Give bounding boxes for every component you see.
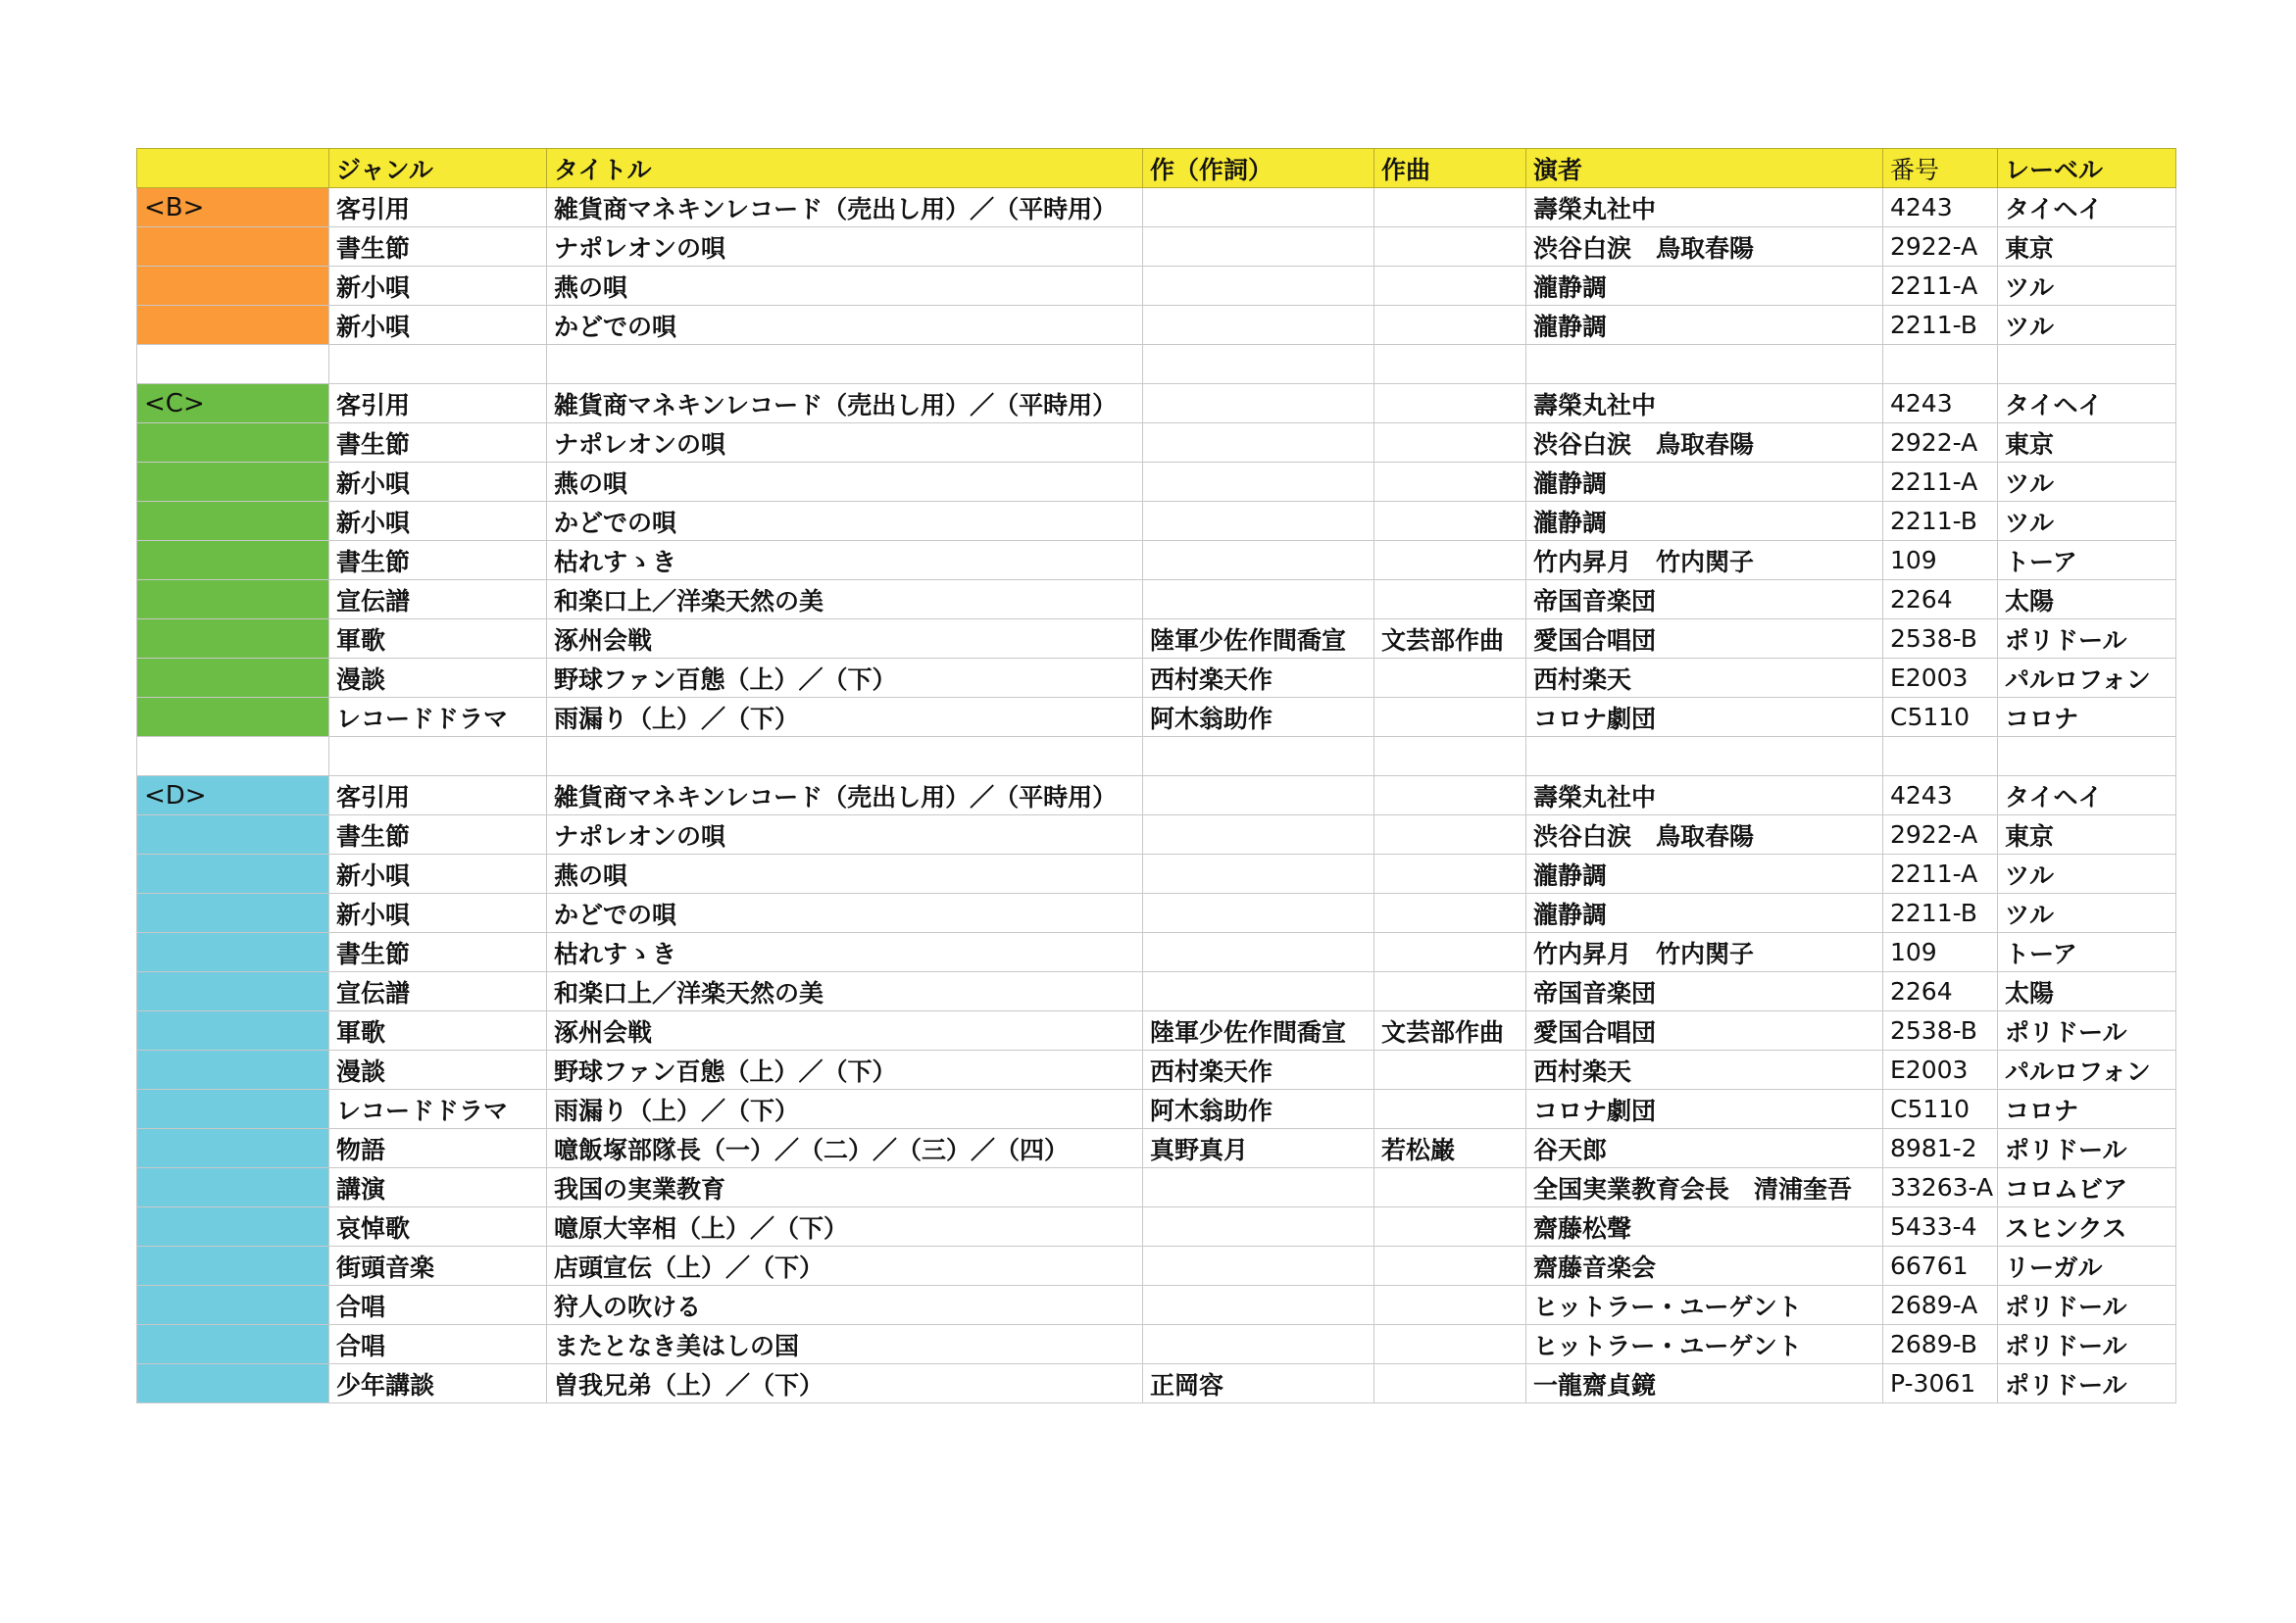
header-title: タイトル [547,149,1143,188]
empty-cell [1998,345,2176,384]
record-number-cell: 2264 [1883,972,1998,1011]
label-cell: 東京 [1998,227,2176,267]
table-row [137,580,2176,619]
record-number-cell: 2264 [1883,580,1998,619]
table-row [137,1247,2176,1286]
record-number-cell: 4243 [1883,188,1998,227]
label-cell: ツル [1998,502,2176,541]
section-color-cell [137,306,329,345]
table-row [137,855,2176,894]
composer-cell [1374,776,1526,815]
lyricist-cell [1143,1325,1374,1364]
title-cell: 枯れすゝき [547,541,1143,580]
section-color-cell [137,463,329,502]
composer-cell [1374,1364,1526,1403]
performer-cell: 瀧静調 [1526,267,1883,306]
empty-cell [1374,345,1526,384]
label-cell: ポリドール [1998,1364,2176,1403]
label-cell: ポリドール [1998,619,2176,659]
empty-cell [137,737,329,776]
performer-cell: 竹内昇月 竹内関子 [1526,933,1883,972]
table-row [137,1364,2176,1403]
table-row [137,1286,2176,1325]
composer-cell [1374,894,1526,933]
composer-cell [1374,1247,1526,1286]
composer-cell [1374,1051,1526,1090]
lyricist-cell [1143,541,1374,580]
label-cell: 東京 [1998,423,2176,463]
label-cell: タイヘイ [1998,188,2176,227]
empty-cell [1143,345,1374,384]
table-row [137,423,2176,463]
label-cell: ポリドール [1998,1325,2176,1364]
title-cell: ナポレオンの唄 [547,423,1143,463]
composer-cell [1374,1090,1526,1129]
composer-cell: 若松巌 [1374,1129,1526,1168]
genre-cell: 合唱 [329,1325,547,1364]
label-cell: トーア [1998,933,2176,972]
title-cell: かどでの唄 [547,894,1143,933]
table-body [137,149,2176,1403]
label-cell: タイヘイ [1998,384,2176,423]
composer-cell [1374,1286,1526,1325]
lyricist-cell [1143,855,1374,894]
composer-cell [1374,384,1526,423]
title-cell: 涿州会戦 [547,1011,1143,1051]
performer-cell: 瀧静調 [1526,855,1883,894]
section-color-cell [137,855,329,894]
performer-cell: コロナ劇団 [1526,698,1883,737]
record-number-cell: 2211-A [1883,855,1998,894]
label-cell: コロナ [1998,1090,2176,1129]
performer-cell: 瀧静調 [1526,463,1883,502]
label-cell: リーガル [1998,1247,2176,1286]
title-cell: ナポレオンの唄 [547,227,1143,267]
section-color-cell [137,972,329,1011]
spacer-row [137,737,2176,776]
performer-cell: 渋谷白涙 鳥取春陽 [1526,227,1883,267]
title-cell: 燕の唄 [547,855,1143,894]
label-cell: パルロフォン [1998,1051,2176,1090]
label-cell: ツル [1998,463,2176,502]
performer-cell: 瀧静調 [1526,502,1883,541]
genre-cell: 漫談 [329,659,547,698]
table-row [137,1129,2176,1168]
genre-cell: 新小唄 [329,267,547,306]
section-color-cell [137,1090,329,1129]
performer-cell: 壽榮丸社中 [1526,188,1883,227]
header-row [137,149,2176,188]
record-number-cell: 2538-B [1883,619,1998,659]
header-performer: 演者 [1526,149,1883,188]
title-cell: 我国の実業教育 [547,1168,1143,1207]
record-number-cell: 2689-A [1883,1286,1998,1325]
composer-cell [1374,933,1526,972]
record-number-cell: 2211-B [1883,894,1998,933]
section-color-cell [137,227,329,267]
title-cell: 店頭宣伝（上）／（下） [547,1247,1143,1286]
section-color-cell [137,1129,329,1168]
lyricist-cell: 陸軍少佐作間喬宣 [1143,1011,1374,1051]
table-row [137,1207,2176,1247]
composer-cell [1374,1168,1526,1207]
record-number-cell: 109 [1883,541,1998,580]
performer-cell: 壽榮丸社中 [1526,384,1883,423]
performer-cell: 谷天郎 [1526,1129,1883,1168]
table-row [137,1011,2176,1051]
record-number-cell: 5433-4 [1883,1207,1998,1247]
empty-cell [547,737,1143,776]
header-label: レーベル [1998,149,2176,188]
genre-cell: 漫談 [329,1051,547,1090]
section-color-cell [137,1364,329,1403]
label-cell: コロムビア [1998,1168,2176,1207]
lyricist-cell [1143,384,1374,423]
record-number-cell: C5110 [1883,698,1998,737]
section-color-cell [137,815,329,855]
composer-cell: 文芸部作曲 [1374,1011,1526,1051]
performer-cell: 渋谷白涙 鳥取春陽 [1526,815,1883,855]
section-color-cell [137,502,329,541]
composer-cell [1374,188,1526,227]
title-cell: 涿州会戦 [547,619,1143,659]
title-cell: 和楽口上／洋楽天然の美 [547,580,1143,619]
genre-cell: 書生節 [329,933,547,972]
lyricist-cell [1143,227,1374,267]
lyricist-cell [1143,267,1374,306]
record-number-cell: 2922-A [1883,815,1998,855]
title-cell: 雨漏り（上）／（下） [547,1090,1143,1129]
composer-cell [1374,972,1526,1011]
lyricist-cell: 陸軍少佐作間喬宣 [1143,619,1374,659]
title-cell: 狩人の吹ける [547,1286,1143,1325]
genre-cell: 新小唄 [329,855,547,894]
spacer-row [137,345,2176,384]
title-cell: またとなき美はしの国 [547,1325,1143,1364]
composer-cell [1374,423,1526,463]
performer-cell: 齋藤松聲 [1526,1207,1883,1247]
composer-cell: 文芸部作曲 [1374,619,1526,659]
section-color-cell [137,894,329,933]
performer-cell: 竹内昇月 竹内関子 [1526,541,1883,580]
genre-cell: 客引用 [329,384,547,423]
label-cell: ツル [1998,855,2176,894]
label-cell: ポリドール [1998,1129,2176,1168]
empty-cell [1143,737,1374,776]
header-composer: 作曲 [1374,149,1526,188]
performer-cell: 西村楽天 [1526,1051,1883,1090]
table-row [137,619,2176,659]
header-record-number: 番号 [1883,149,1998,188]
section-color-cell [137,580,329,619]
performer-cell: 瀧静調 [1526,894,1883,933]
performer-cell: ヒットラー・ユーゲント [1526,1286,1883,1325]
section-color-cell [137,541,329,580]
record-number-cell: 66761 [1883,1247,1998,1286]
section-color-cell [137,1207,329,1247]
lyricist-cell: 真野真月 [1143,1129,1374,1168]
label-cell: タイヘイ [1998,776,2176,815]
table-row [137,933,2176,972]
genre-cell: 書生節 [329,541,547,580]
section-color-cell [137,423,329,463]
header-lyricist: 作（作詞） [1143,149,1374,188]
lyricist-cell [1143,1286,1374,1325]
genre-cell: 軍歌 [329,1011,547,1051]
table-row [137,188,2176,227]
composer-cell [1374,659,1526,698]
record-number-cell: C5110 [1883,1090,1998,1129]
performer-cell: 全国実業教育会長 清浦奎吾 [1526,1168,1883,1207]
label-cell: 太陽 [1998,972,2176,1011]
label-cell: 東京 [1998,815,2176,855]
title-cell: 野球ファン百態（上）／（下） [547,1051,1143,1090]
genre-cell: レコードドラマ [329,698,547,737]
section-color-cell [137,1051,329,1090]
section-label: <D> [137,776,329,815]
performer-cell: 帝国音楽団 [1526,972,1883,1011]
record-number-cell: 2922-A [1883,423,1998,463]
lyricist-cell [1143,463,1374,502]
record-number-cell: 4243 [1883,776,1998,815]
composer-cell [1374,267,1526,306]
genre-cell: 宣伝譜 [329,580,547,619]
title-cell: 枯れすゝき [547,933,1143,972]
section-color-cell [137,1325,329,1364]
genre-cell: 宣伝譜 [329,972,547,1011]
table-row [137,384,2176,423]
table-row [137,541,2176,580]
performer-cell: 齋藤音楽会 [1526,1247,1883,1286]
lyricist-cell [1143,1207,1374,1247]
record-catalog-table [136,148,2176,1403]
lyricist-cell: 西村楽天作 [1143,659,1374,698]
title-cell: かどでの唄 [547,306,1143,345]
composer-cell [1374,580,1526,619]
performer-cell: 一龍齋貞鏡 [1526,1364,1883,1403]
record-number-cell: 2211-A [1883,463,1998,502]
genre-cell: 哀悼歌 [329,1207,547,1247]
record-number-cell: 33263-A [1883,1168,1998,1207]
record-number-cell: 2538-B [1883,1011,1998,1051]
table-row [137,1168,2176,1207]
record-number-cell: 109 [1883,933,1998,972]
genre-cell: 書生節 [329,423,547,463]
composer-cell [1374,502,1526,541]
table-row [137,306,2176,345]
composer-cell [1374,1207,1526,1247]
lyricist-cell: 正岡容 [1143,1364,1374,1403]
section-label: <B> [137,188,329,227]
table-row [137,502,2176,541]
performer-cell: 帝国音楽団 [1526,580,1883,619]
section-color-cell [137,1168,329,1207]
section-color-cell [137,933,329,972]
lyricist-cell [1143,580,1374,619]
genre-cell: 客引用 [329,188,547,227]
lyricist-cell [1143,933,1374,972]
lyricist-cell [1143,1168,1374,1207]
table-row [137,1325,2176,1364]
lyricist-cell [1143,894,1374,933]
title-cell: 雨漏り（上）／（下） [547,698,1143,737]
genre-cell: 書生節 [329,227,547,267]
title-cell: 雑貨商マネキンレコード（売出し用）／（平時用） [547,384,1143,423]
record-number-cell: E2003 [1883,1051,1998,1090]
lyricist-cell [1143,972,1374,1011]
genre-cell: 新小唄 [329,894,547,933]
performer-cell: 渋谷白涙 鳥取春陽 [1526,423,1883,463]
composer-cell [1374,698,1526,737]
title-cell: 雑貨商マネキンレコード（売出し用）／（平時用） [547,776,1143,815]
table-row [137,267,2176,306]
performer-cell: ヒットラー・ユーゲント [1526,1325,1883,1364]
composer-cell [1374,815,1526,855]
genre-cell: 講演 [329,1168,547,1207]
genre-cell: 街頭音楽 [329,1247,547,1286]
title-cell: 燕の唄 [547,267,1143,306]
label-cell: ポリドール [1998,1286,2176,1325]
lyricist-cell: 阿木翁助作 [1143,1090,1374,1129]
record-number-cell: 2922-A [1883,227,1998,267]
lyricist-cell [1143,776,1374,815]
genre-cell: 新小唄 [329,502,547,541]
header-genre: ジャンル [329,149,547,188]
performer-cell: 愛国合唱団 [1526,619,1883,659]
label-cell: ツル [1998,894,2176,933]
performer-cell: コロナ劇団 [1526,1090,1883,1129]
genre-cell: 軍歌 [329,619,547,659]
table-row [137,463,2176,502]
section-color-cell [137,1011,329,1051]
lyricist-cell [1143,502,1374,541]
performer-cell: 愛国合唱団 [1526,1011,1883,1051]
lyricist-cell [1143,423,1374,463]
lyricist-cell [1143,815,1374,855]
record-number-cell: 4243 [1883,384,1998,423]
table-row [137,1051,2176,1090]
record-number-cell: 2211-B [1883,306,1998,345]
genre-cell: 新小唄 [329,306,547,345]
label-cell: ツル [1998,306,2176,345]
empty-cell [329,345,547,384]
title-cell: ナポレオンの唄 [547,815,1143,855]
label-cell: ツル [1998,267,2176,306]
performer-cell: 瀧静調 [1526,306,1883,345]
label-cell: パルロフォン [1998,659,2176,698]
record-number-cell: P-3061 [1883,1364,1998,1403]
section-color-cell [137,698,329,737]
label-cell: ポリドール [1998,1011,2176,1051]
section-color-cell [137,267,329,306]
title-cell: 噫原大宰相（上）／（下） [547,1207,1143,1247]
table-row [137,815,2176,855]
title-cell: かどでの唄 [547,502,1143,541]
genre-cell: レコードドラマ [329,1090,547,1129]
table-row [137,698,2176,737]
genre-cell: 新小唄 [329,463,547,502]
empty-cell [1883,345,1998,384]
section-label: <C> [137,384,329,423]
empty-cell [329,737,547,776]
section-color-cell [137,659,329,698]
table-row [137,659,2176,698]
genre-cell: 少年講談 [329,1364,547,1403]
label-cell: トーア [1998,541,2176,580]
empty-cell [1998,737,2176,776]
lyricist-cell: 阿木翁助作 [1143,698,1374,737]
record-number-cell: 8981-2 [1883,1129,1998,1168]
composer-cell [1374,541,1526,580]
composer-cell [1374,855,1526,894]
title-cell: 雑貨商マネキンレコード（売出し用）／（平時用） [547,188,1143,227]
table-row [137,894,2176,933]
genre-cell: 物語 [329,1129,547,1168]
label-cell: コロナ [1998,698,2176,737]
lyricist-cell [1143,306,1374,345]
composer-cell [1374,306,1526,345]
record-number-cell: 2689-B [1883,1325,1998,1364]
section-color-cell [137,1286,329,1325]
genre-cell: 書生節 [329,815,547,855]
record-number-cell: E2003 [1883,659,1998,698]
title-cell: 噫飯塚部隊長（一）／（二）／（三）／（四） [547,1129,1143,1168]
table-row [137,776,2176,815]
header-section-label [137,149,329,188]
title-cell: 和楽口上／洋楽天然の美 [547,972,1143,1011]
table-row [137,972,2176,1011]
performer-cell: 西村楽天 [1526,659,1883,698]
empty-cell [1526,737,1883,776]
empty-cell [1883,737,1998,776]
lyricist-cell: 西村楽天作 [1143,1051,1374,1090]
performer-cell: 壽榮丸社中 [1526,776,1883,815]
table-row [137,227,2176,267]
empty-cell [547,345,1143,384]
lyricist-cell [1143,1247,1374,1286]
label-cell: スヒンクス [1998,1207,2176,1247]
empty-cell [1526,345,1883,384]
composer-cell [1374,1325,1526,1364]
genre-cell: 客引用 [329,776,547,815]
title-cell: 野球ファン百態（上）／（下） [547,659,1143,698]
genre-cell: 合唱 [329,1286,547,1325]
title-cell: 曽我兄弟（上）／（下） [547,1364,1143,1403]
label-cell: 太陽 [1998,580,2176,619]
lyricist-cell [1143,188,1374,227]
section-color-cell [137,619,329,659]
title-cell: 燕の唄 [547,463,1143,502]
empty-cell [137,345,329,384]
section-color-cell [137,1247,329,1286]
composer-cell [1374,463,1526,502]
record-number-cell: 2211-B [1883,502,1998,541]
record-number-cell: 2211-A [1883,267,1998,306]
composer-cell [1374,227,1526,267]
table-row [137,1090,2176,1129]
empty-cell [1374,737,1526,776]
